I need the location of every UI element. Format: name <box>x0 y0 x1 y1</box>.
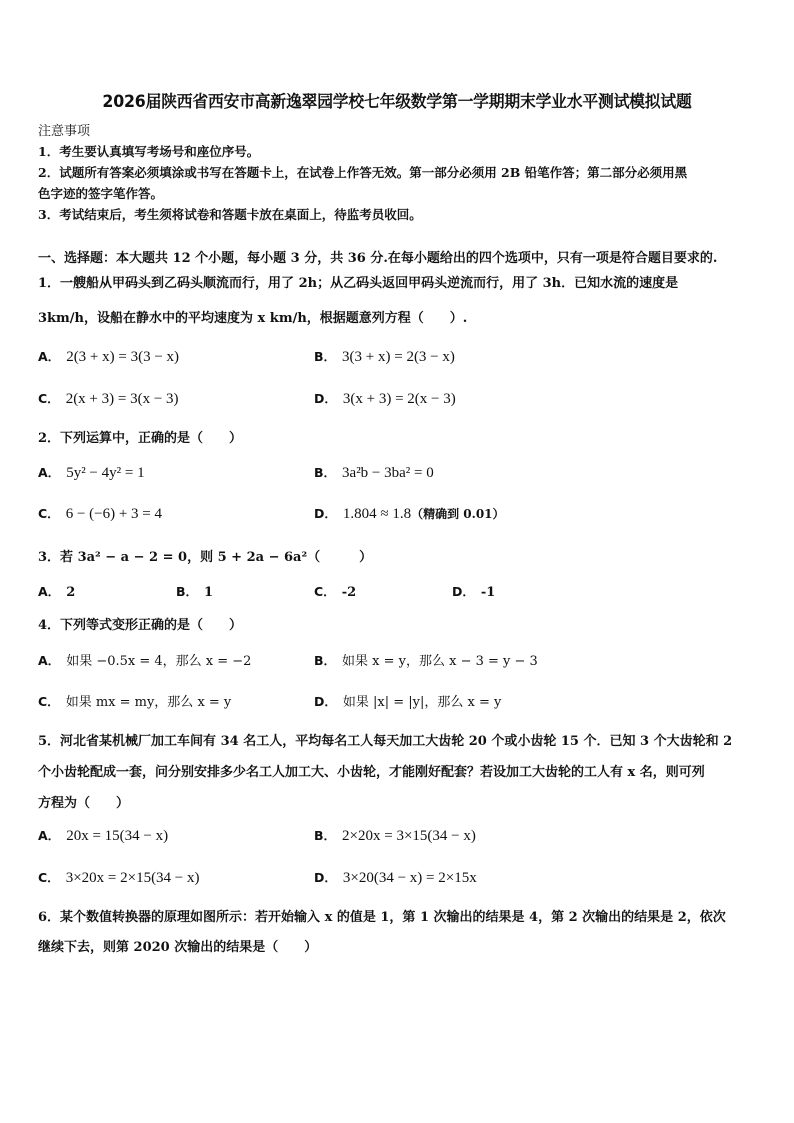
question-4-stem: 4．下列等式变形正确的是（ ） <box>38 618 243 633</box>
option-text: 20x = 15(34 − x) <box>66 828 169 844</box>
option-label: A． <box>38 584 61 599</box>
option-text: 3a²b − 3ba² = 0 <box>342 465 434 481</box>
question-3-option-a[interactable] <box>38 582 75 600</box>
question-2-option-c[interactable] <box>38 504 162 523</box>
option-text: 如果 |x| = |y|，那么 x = y <box>342 695 502 710</box>
option-label: C． <box>38 506 60 521</box>
option-label: D． <box>452 584 475 599</box>
option-text: 如果 mx = my，那么 x = y <box>65 695 232 710</box>
option-label: A． <box>38 349 61 364</box>
question-5-stem: 个小齿轮配成一套，问分别安排多少名工人加工大、小齿轮，才能刚好配套？若设加工大齿轮的工人有 x 名，则可列 <box>38 765 705 780</box>
option-text: 如果 −0.5x = 4，那么 x = −2 <box>66 654 252 669</box>
option-label: A． <box>38 828 61 843</box>
option-label: B． <box>314 653 337 668</box>
question-5-option-c[interactable] <box>38 868 200 887</box>
question-4-option-d[interactable] <box>314 691 501 710</box>
option-text: 如果 x = y，那么 x − 3 = y − 3 <box>342 654 538 669</box>
question-2-option-d[interactable] <box>314 504 505 523</box>
option-text: 1 <box>204 585 214 600</box>
option-label: C． <box>38 391 60 406</box>
question-6-stem: 继续下去，则第 2020 次输出的结果是（ ） <box>38 940 318 955</box>
option-text: 1.804 ≈ 1.8 <box>342 506 412 522</box>
question-1-option-d[interactable] <box>314 389 456 408</box>
option-text: 2(x + 3) = 3(x − 3) <box>65 391 179 407</box>
option-text: 3×20(34 − x) = 2×15x <box>342 870 477 886</box>
option-text: 3(x + 3) = 2(x − 3) <box>342 391 456 407</box>
question-5-stem: 方程为（ ） <box>38 796 130 811</box>
question-4-option-c[interactable] <box>38 691 231 710</box>
note-item: 1．考生要认真填写考场号和座位序号。 <box>38 144 260 159</box>
notes-heading: 注意事项 <box>38 124 91 139</box>
option-label: B． <box>176 584 199 599</box>
option-text: -2 <box>341 585 357 600</box>
section-heading: 一、选择题：本大题共 12 个小题，每小题 3 分，共 36 分.在每小题给出的四个选项中，只有一项是符合题目要求的. <box>38 251 718 266</box>
option-text: 3(3 + x) = 2(3 − x) <box>342 349 455 365</box>
question-1-stem: 3km/h，设船在静水中的平均速度为 x km/h，根据题意列方程（ ）. <box>38 311 468 326</box>
option-text: 3×20x = 2×15(34 − x) <box>65 870 200 886</box>
option-label: C． <box>314 584 336 599</box>
question-3-option-c[interactable] <box>314 582 356 600</box>
option-text: 5y² − 4y² = 1 <box>66 465 145 481</box>
question-6-stem: 6．某个数值转换器的原理如图所示：若开始输入 x 的值是 1，第 1 次输出的结果是 4，第 2 次输出的结果是 2，依次 <box>38 910 726 925</box>
question-4-option-a[interactable] <box>38 650 251 669</box>
option-label: D． <box>314 506 337 521</box>
question-3-stem: 3．若 3a² − a − 2 = 0，则 5 + 2a − 6a²（ ） <box>38 550 373 565</box>
note-item: 2．试题所有答案必须填涂或书写在答题卡上，在试卷上作答无效。第一部分必须用 2B 铅笔作答；第二部分必须用黑 <box>38 165 688 180</box>
question-1-option-b[interactable] <box>314 347 455 366</box>
option-label: B． <box>314 465 337 480</box>
question-4-option-b[interactable] <box>314 650 538 669</box>
question-2-stem: 2．下列运算中，正确的是（ ） <box>38 431 243 446</box>
option-text: 6 − (−6) + 3 = 4 <box>65 506 163 522</box>
question-2-option-a[interactable] <box>38 463 145 482</box>
option-label: D． <box>314 870 337 885</box>
question-3-option-d[interactable] <box>452 582 495 600</box>
question-1-stem: 1．一艘船从甲码头到乙码头顺流而行，用了 2h；从乙码头返回甲码头逆流而行，用了 3h．已知水流的速度是 <box>38 276 679 291</box>
question-5-stem: 5．河北省某机械厂加工车间有 34 名工人，平均每名工人每天加工大齿轮 20 个或小齿轮 15 个．已知 3 个大齿轮和 2 <box>38 734 733 749</box>
option-label: B． <box>314 828 337 843</box>
question-5-option-a[interactable] <box>38 826 168 845</box>
question-5-option-b[interactable] <box>314 826 476 845</box>
note-item: 色字迹的签字笔作答。 <box>38 186 164 201</box>
option-label: C． <box>38 870 60 885</box>
option-label: D． <box>314 391 337 406</box>
option-label: B． <box>314 349 337 364</box>
option-label: A． <box>38 653 61 668</box>
question-1-option-a[interactable] <box>38 347 179 366</box>
option-note: （精确到 0.01） <box>411 507 505 521</box>
note-item: 3．考试结束后，考生须将试卷和答题卡放在桌面上，待监考员收回。 <box>38 207 422 222</box>
question-1-option-c[interactable] <box>38 389 179 408</box>
option-label: D． <box>314 694 337 709</box>
question-5-option-d[interactable] <box>314 868 477 887</box>
option-text: 2×20x = 3×15(34 − x) <box>342 828 476 844</box>
option-text: 2 <box>66 585 76 600</box>
question-3-option-b[interactable] <box>176 582 213 600</box>
page-title: 2026届陕西省西安市高新逸翠园学校七年级数学第一学期期末学业水平测试模拟试题 <box>102 92 692 111</box>
option-label: A． <box>38 465 61 480</box>
option-text: -1 <box>480 585 496 600</box>
question-2-option-b[interactable] <box>314 463 434 482</box>
option-text: 2(3 + x) = 3(3 − x) <box>66 349 180 365</box>
option-label: C． <box>38 694 60 709</box>
